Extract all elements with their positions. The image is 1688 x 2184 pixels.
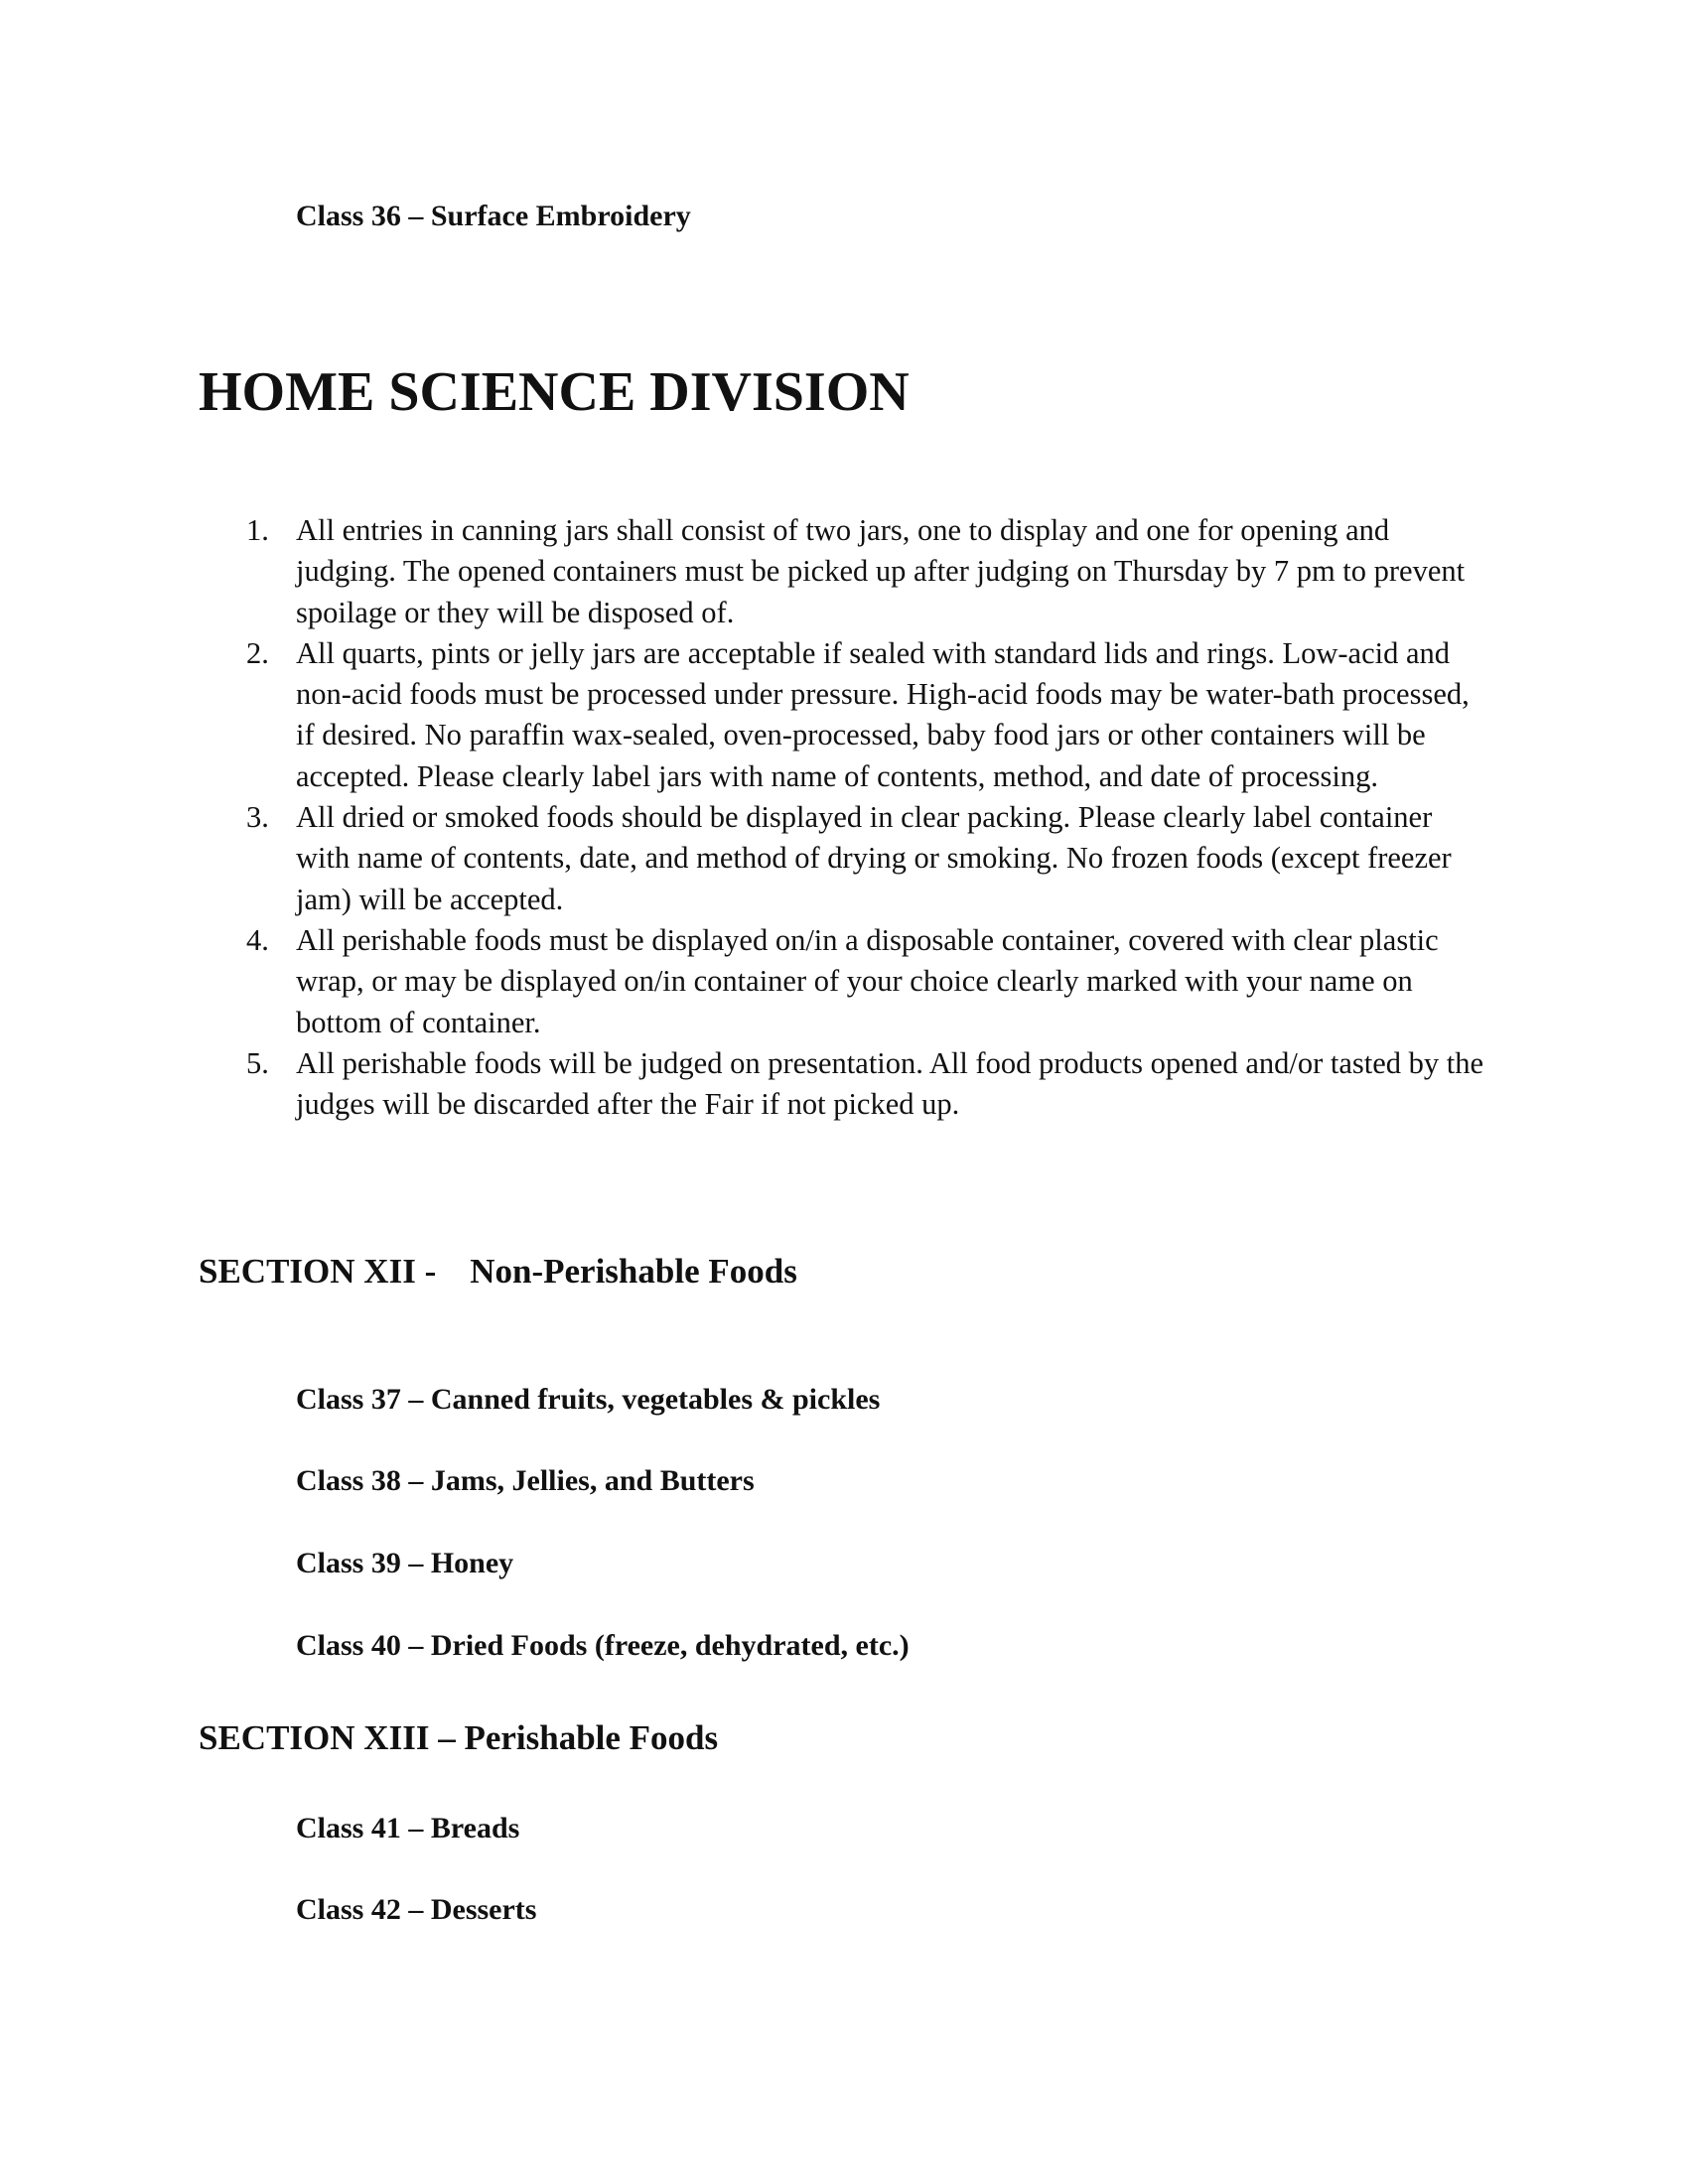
rule-text: All perishable foods must be displayed on/in a disposable container, covered with clear plastic wrap, or may be displayed on/in container of your choice clearly marked with your name on bottom of container. <box>296 922 1439 1039</box>
rule-item <box>238 1043 1489 1126</box>
rule-item <box>238 510 1489 633</box>
rule-item <box>238 797 1489 920</box>
rule-number: 5. <box>246 1045 269 1080</box>
rule-number: 1. <box>246 513 269 547</box>
class-40-heading: Class 40 – Dried Foods (freeze, dehydrated, etc.) <box>296 1629 910 1662</box>
class-37-heading: Class 37 – Canned fruits, vegetables & pickles <box>296 1383 881 1416</box>
section-xiii-heading: SECTION XIII – Perishable Foods <box>199 1718 719 1757</box>
rule-text: All quarts, pints or jelly jars are acceptable if sealed with standard lids and rings. Low-acid and non-acid foods must be processed under pressure. High-acid foods may be water-bath processed, if desired. No paraffin wax-sealed, oven-processed, baby food jars or other containers will be accepted. Please clearly label jars with name of contents, method, and date of processing. <box>296 635 1470 793</box>
class-39-heading: Class 39 – Honey <box>296 1547 514 1579</box>
rule-item <box>238 920 1489 1043</box>
rule-text: All dried or smoked foods should be displayed in clear packing. Please clearly label container with name of contents, date, and method of drying or smoking. No frozen foods (except freezer jam) will be accepted. <box>296 800 1452 916</box>
division-title: HOME SCIENCE DIVISION <box>199 361 910 423</box>
rule-item <box>238 633 1489 797</box>
section-xii-heading <box>199 1251 797 1293</box>
section-xii-name: Non-Perishable Foods <box>470 1252 797 1291</box>
class-41-heading: Class 41 – Breads <box>296 1812 520 1844</box>
rule-number: 3. <box>246 800 269 835</box>
section-xii-label: SECTION XII - <box>199 1252 437 1291</box>
rule-text: All perishable foods will be judged on presentation. All food products opened and/or tasted by the judges will be discarded after the Fair if not picked up. <box>296 1045 1484 1122</box>
class-42-heading: Class 42 – Desserts <box>296 1893 537 1926</box>
rules-list <box>238 510 1489 1125</box>
rule-number: 2. <box>246 635 269 670</box>
class-36-heading: Class 36 – Surface Embroidery <box>296 200 691 232</box>
class-38-heading: Class 38 – Jams, Jellies, and Butters <box>296 1464 755 1497</box>
rule-text: All entries in canning jars shall consist of two jars, one to display and one for opening and judging. The opened containers must be picked up after judging on Thursday by 7 pm to prevent spoilage or they will be disposed of. <box>296 513 1466 629</box>
rule-number: 4. <box>246 922 269 957</box>
